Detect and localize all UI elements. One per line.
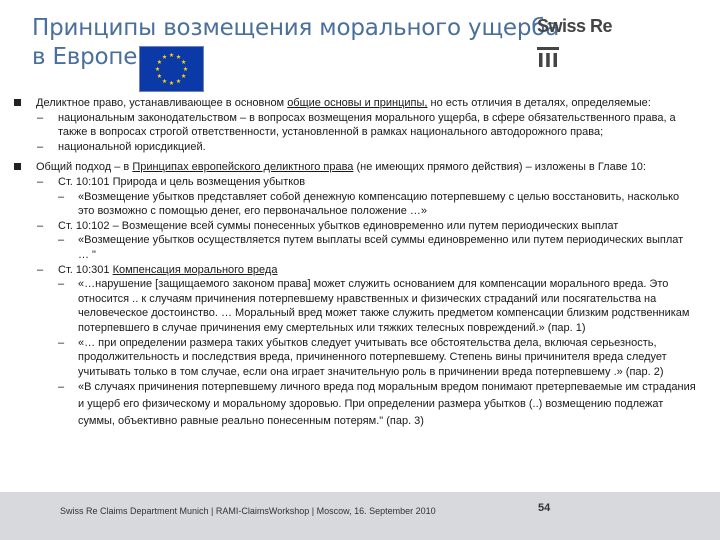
dash-icon: – <box>58 381 65 394</box>
article-10-301-quote-2 <box>0 336 720 380</box>
page-number: 54 <box>538 502 551 514</box>
article-10-102 <box>0 219 720 234</box>
eu-star-icon <box>155 67 160 71</box>
eu-star-icon <box>157 60 162 64</box>
eu-star-icon <box>183 67 188 71</box>
title-line-1: Принципы возмещения морального ущерба <box>32 15 560 41</box>
bullet-2-text-pre: Общий подход – в <box>36 161 133 174</box>
article-title: Ст. 10:102 – Возмещение всей суммы понесенных убытков единовременно или путем периодических выплат <box>58 219 619 232</box>
dash-icon: – <box>37 263 44 276</box>
eu-star-icon <box>162 54 167 58</box>
eu-star-icon <box>181 60 186 64</box>
eu-star-icon <box>176 79 181 83</box>
footer-bar <box>0 492 720 540</box>
bullet-square-icon <box>14 163 21 170</box>
bullet-1-underline: общие основы и принципы, <box>287 97 428 109</box>
sub-text: национальным законодательством – в вопросах возмещения морального ущерба, в сфере обязательственного права, а также в вопросах строгой ответственности, установленной в рамках национального автодорожного права; <box>58 111 676 139</box>
dash-icon: – <box>58 278 65 291</box>
bullet-2 <box>0 160 720 175</box>
quote-text: «Возмещение убытков представляет собой денежную компенсацию потерпевшему с целью восстановить, насколько это возможно с помощью денег, его первоначальное положение …» <box>78 190 680 218</box>
article-title-underline: Компенсация морального вреда <box>112 263 278 276</box>
article-10-101-quote <box>0 190 720 219</box>
dash-icon: – <box>37 219 44 232</box>
dash-icon: – <box>37 111 44 124</box>
eu-star-icon <box>169 53 174 57</box>
article-title-pre: Ст. 10:301 <box>58 263 113 276</box>
bullet-1-text-pre: Деликтное право, устанавливающее в основном <box>36 97 288 109</box>
quote-text: «Возмещение убытков осуществляется путем выплаты всей суммы единовременно или путем периодических выплат … " <box>78 234 684 261</box>
bullet-1-text-post: но есть отличия в деталях, определяемые: <box>427 97 651 109</box>
sub-text: национальной юрисдикцией. <box>58 140 206 153</box>
eu-star-icon <box>157 74 162 78</box>
article-10-301 <box>0 263 720 278</box>
eu-flag-icon <box>139 46 204 92</box>
quote-text: «…нарушение [защищаемого законом права] может служить основанием для компенсации морального вреда. Это относится .. к случаям причинения потерпевшему нравственных и физических страданий или посягательства на человеческое достоинство. … Моральный вред может также служить предметом компенсации близким родственникам потерпевшего в случае причинения ему смертельных или тяжких телесных повреждений.» (пар. 1) <box>78 278 690 334</box>
bullet-1-sub-1 <box>0 111 720 140</box>
eu-star-icon <box>169 81 174 85</box>
swiss-re-logo-icon <box>537 47 559 67</box>
bullet-square-icon <box>14 99 21 106</box>
eu-star-icon <box>181 74 186 78</box>
dash-icon: – <box>58 190 65 203</box>
bullet-2-underline: Принципах европейского деликтного права <box>132 161 354 174</box>
dash-icon: – <box>37 175 44 188</box>
article-10-301-quote-3 <box>0 379 720 430</box>
quote-text: «… при определении размера таких убытков следует учитывать все обстоятельства дела, включая серьезность, продолжительность и последствия вреда, причиненного потерпевшему. Степень вины причинителя вреда следует учитывать только в том случае, если она играет значительную роль в причинении вреда потерпевшему .» (пар. 2) <box>78 336 667 378</box>
article-title: Ст. 10:101 Природа и цель возмещения убытков <box>58 175 306 188</box>
article-10-102-quote <box>0 233 720 262</box>
quote-text: «В случаях причинения потерпевшему личного вреда под моральным вредом понимают претерпеваемые им страдания и ущерб его физическому и моральному здоровью. При определении размера убытков (..) возмещению подлежат суммы, объективно равные реально понесенным потерям." (пар. 3) <box>78 381 696 428</box>
slide-content <box>0 94 720 430</box>
article-10-101 <box>0 175 720 190</box>
swiss-re-logo: Swiss Re <box>537 16 613 36</box>
bullet-1 <box>0 96 720 111</box>
eu-star-icon <box>162 79 167 83</box>
dash-icon: – <box>37 140 44 153</box>
dash-icon: – <box>58 336 65 349</box>
bullet-1-sub-2 <box>0 140 720 155</box>
page-title <box>32 14 560 72</box>
bullet-2-text-post: (не имеющих прямого действия) – изложены в Главе 10: <box>353 161 646 174</box>
title-line-2: в Европе <box>32 44 138 70</box>
eu-star-icon <box>176 54 181 58</box>
dash-icon: – <box>58 234 65 247</box>
footer-text: Swiss Re Claims Department Munich | RAMI-ClaimsWorkshop | Moscow, 16. September 2010 <box>60 506 436 516</box>
article-10-301-quote-1 <box>0 277 720 335</box>
